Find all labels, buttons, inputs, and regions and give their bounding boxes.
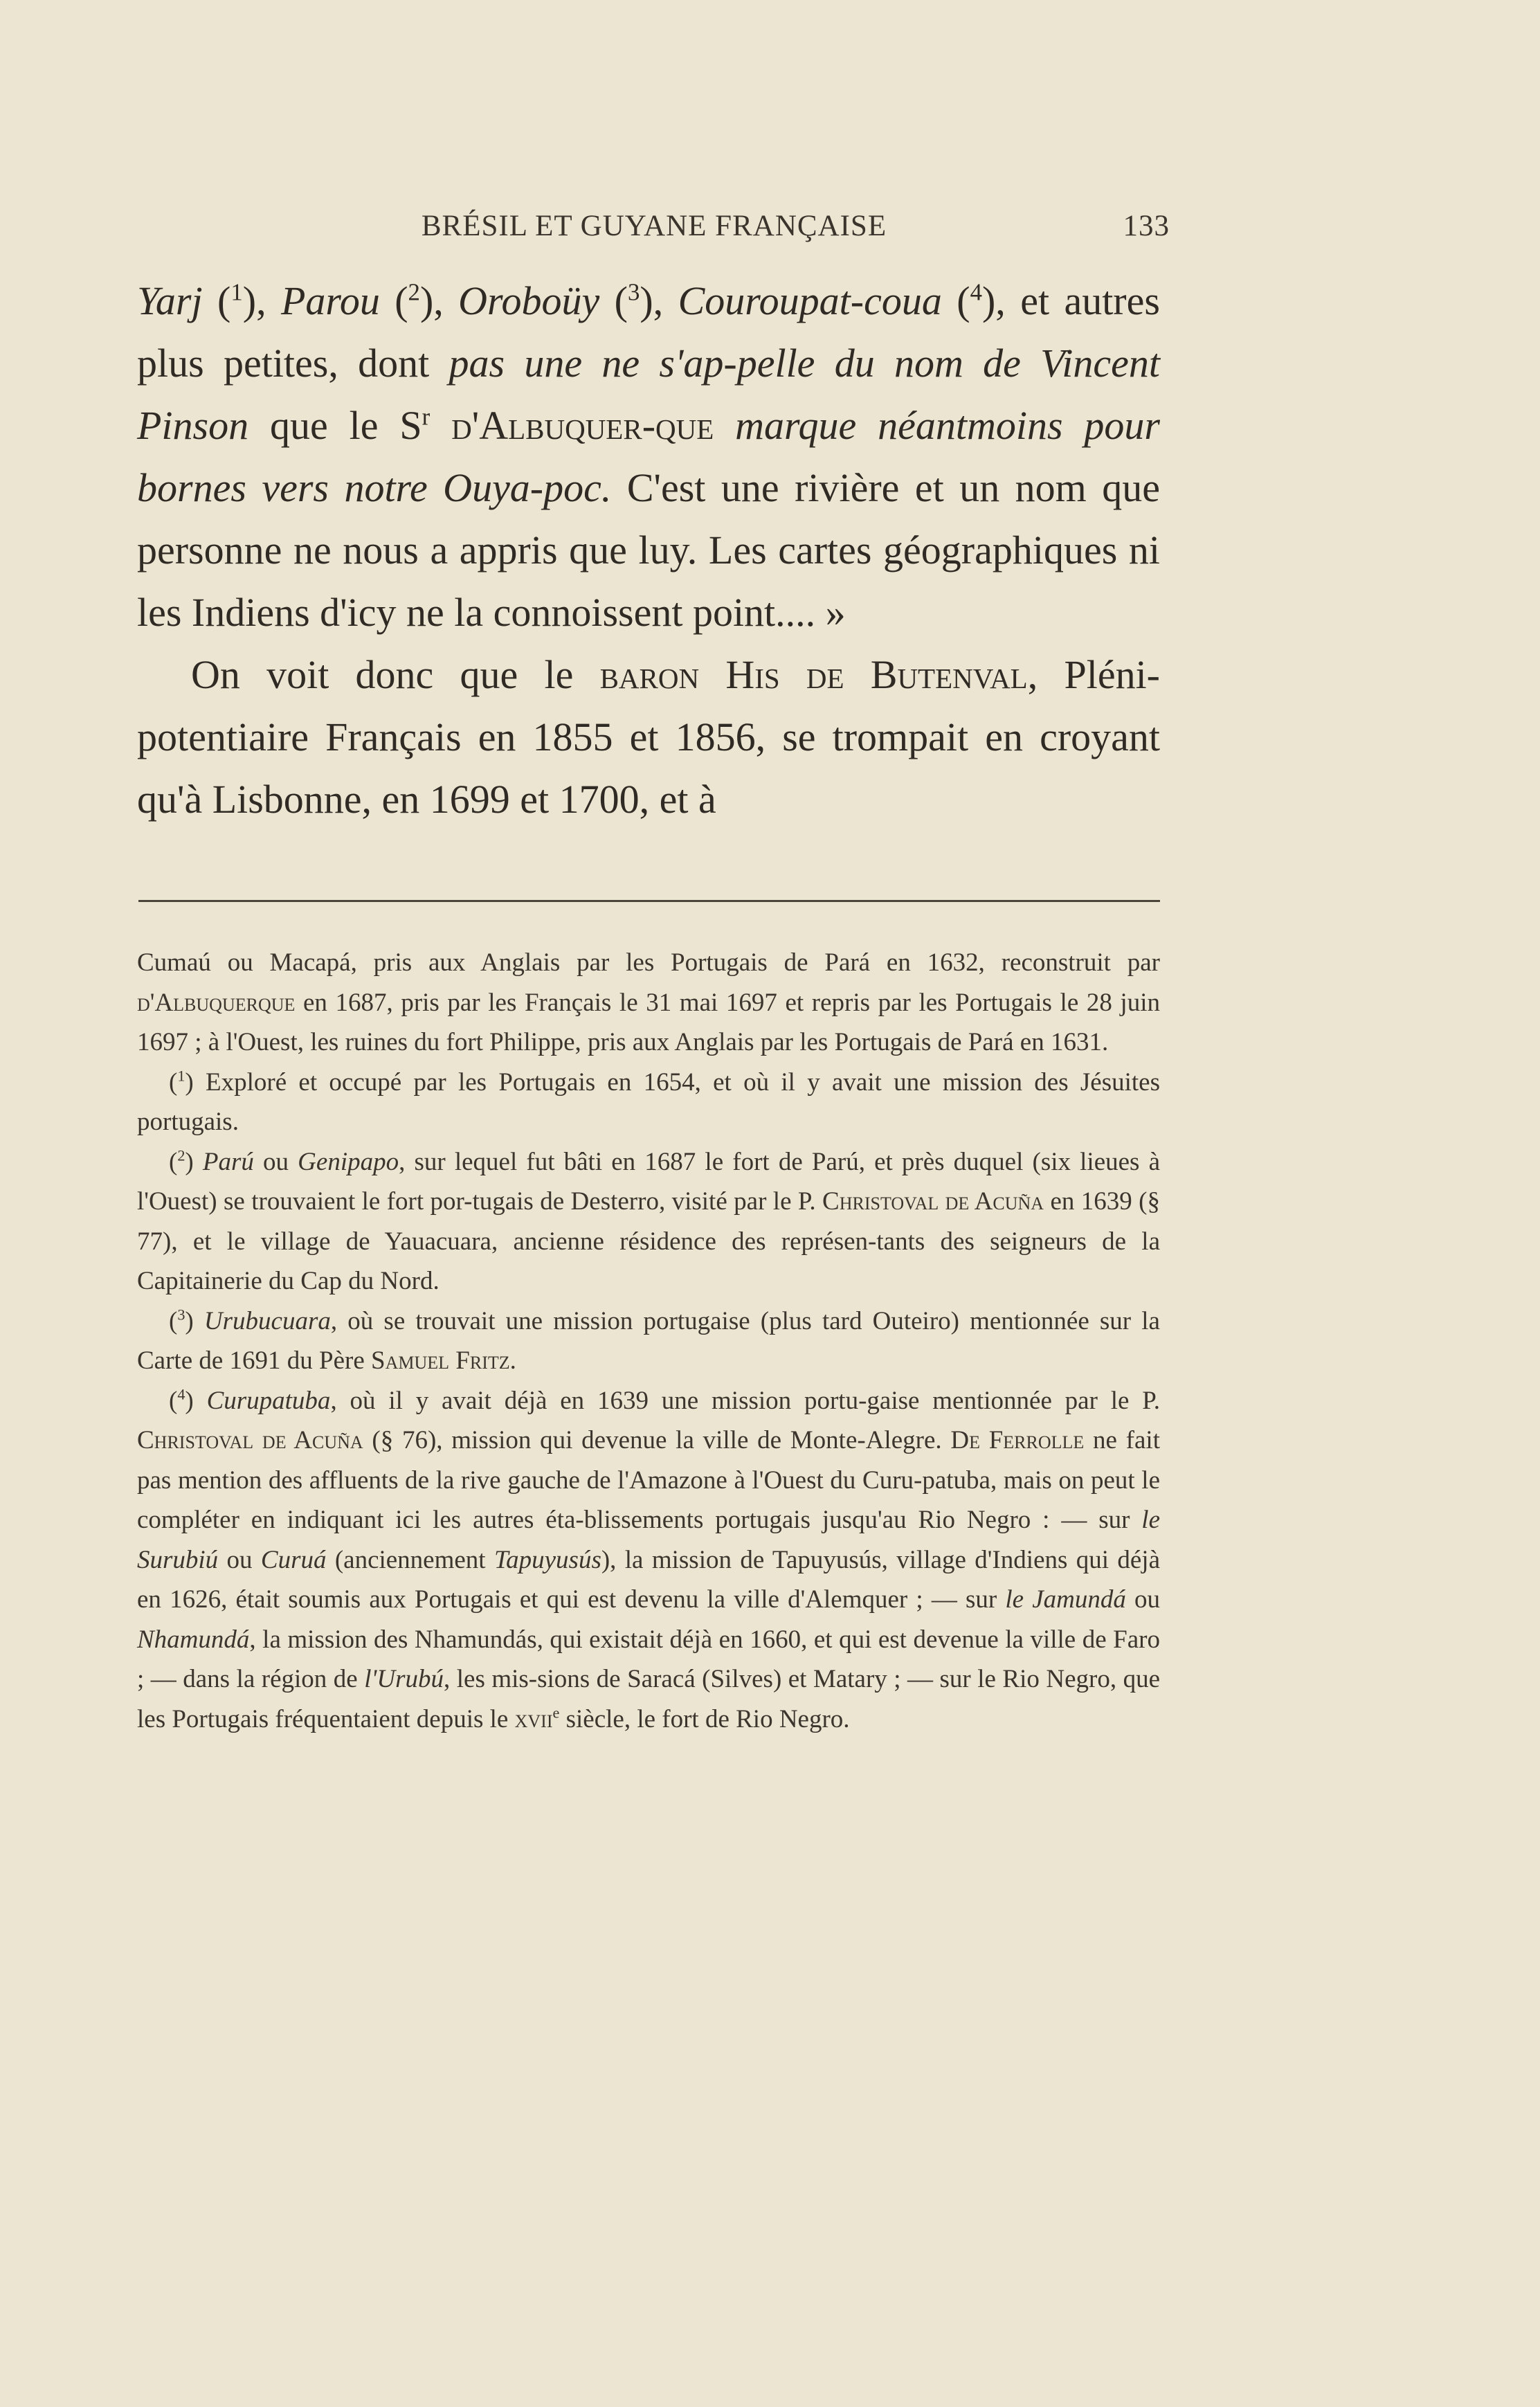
running-header — [138, 209, 1170, 245]
river-name: l'Urubú — [364, 1665, 444, 1693]
river-name: Couroupat-coua — [678, 278, 942, 323]
main-paragraph — [137, 644, 1160, 831]
running-title: BRÉSIL ET GUYANE FRANÇAISE — [421, 210, 887, 242]
river-name: Curupatuba — [206, 1386, 331, 1415]
footnote-marker: 2 — [177, 1146, 185, 1164]
person-name: Samuel Fritz — [371, 1346, 510, 1375]
page-number: 133 — [1123, 210, 1170, 242]
text-span: , sur lequel fut bâti en 1687 le fort de Parú, et près duquel (six lieues à l'Ouest) se trouvaient le fort por-tugais de Desterro, visité par le P. — [137, 1147, 1161, 1216]
footnote-1 — [137, 1063, 1160, 1142]
footnote-2 — [137, 1142, 1160, 1301]
main-paragraph — [137, 270, 1160, 644]
text-span: en 1687, pris par les Français le 31 mai 1697 et repris par les Portugais le 28 juin 1697 ; à l'Ouest, les ruines du fort Philippe, pris aux Anglais par les Portugais de Pará en 1631. — [137, 988, 1160, 1056]
river-name: Genipapo — [298, 1147, 399, 1176]
person-name: d'Albuquer-que — [451, 403, 714, 448]
footnote-ref: 1 — [230, 278, 243, 306]
text-span: C'est une rivière et un nom que personne ne nous a appris que luy. Les cartes géographiques ni les Indiens d'icy ne la connoissent point.... » — [137, 465, 1160, 635]
text-span: ), et autres plus petites, dont — [137, 278, 1160, 386]
text-span: ) — [185, 1386, 207, 1415]
footnote-4 — [137, 1381, 1160, 1740]
superscript: r — [422, 403, 431, 431]
text-span: ( — [379, 278, 408, 323]
text-span: , les mis-sions de Saracá (Silves) et Matary ; — sur le Rio Negro, que les Portugais fréquentaient depuis le — [137, 1665, 1160, 1733]
river-name: Oroboüy — [458, 278, 600, 323]
river-name: le Jamundá — [1005, 1585, 1126, 1614]
footnote-marker: 4 — [177, 1385, 185, 1403]
text-span: ) — [185, 1147, 203, 1176]
footnote-ref: 3 — [627, 278, 640, 306]
text-span: ( — [169, 1306, 178, 1335]
text-span: siècle, le fort de Rio Negro. — [559, 1704, 850, 1733]
footnote-continuation — [137, 943, 1160, 1063]
text-span: (§ 76), mission qui devenue la ville de Monte-Alegre. — [363, 1426, 951, 1454]
text-span: Cumaú ou Macapá, pris aux Anglais par les Portugais de Pará en 1632, reconstruit par — [137, 948, 1160, 977]
river-name: Parú — [202, 1147, 254, 1176]
person-name: baron His de Butenval — [599, 652, 1028, 697]
river-name: le Surubiú — [137, 1506, 1160, 1574]
river-name: Parou — [280, 278, 380, 323]
text-span: , Pléni-potentiaire Français en 1855 et 1856, se trompait en croyant qu'à Lisbonne, en 1699 et 1700, et à — [137, 652, 1160, 822]
footnote-marker: 1 — [177, 1067, 185, 1085]
main-text — [137, 270, 1160, 831]
text-span: ) Exploré et occupé par les Portugais en 1654, et où il y avait une mission des Jésuites portugais. — [137, 1067, 1160, 1136]
river-name: Tapuyusús — [493, 1545, 601, 1574]
river-name: Yarj — [137, 278, 203, 323]
text-span: en 1639 (§ 77), et le village de Yauacuara, ancienne résidence des représen-tants des seigneurs de la Capitainerie du Cap du Nord. — [137, 1187, 1160, 1295]
text-span — [430, 403, 451, 448]
text-span: , où se trouvait une mission portugaise (plus tard Outeiro) mentionnée sur la Carte de 1691 du Père — [137, 1306, 1160, 1375]
text-span: , où il y avait déjà en 1639 une mission portu-gaise mentionnée par le P. — [330, 1386, 1161, 1415]
footnote-3 — [137, 1301, 1160, 1381]
text-span: ou — [253, 1147, 298, 1176]
text-span: (anciennement — [326, 1545, 494, 1574]
superscript: e — [552, 1704, 560, 1722]
text-span: ( — [202, 278, 231, 323]
text-span: ), la mission de Tapuyusús, village d'Indiens qui déjà en 1626, était soumis aux Portugais et qui est devenu la ville d'Alemquer ; — sur — [137, 1545, 1160, 1614]
river-name: Nhamundá — [137, 1625, 250, 1654]
text-span — [714, 403, 735, 448]
person-name: Christoval de Acuña — [822, 1187, 1044, 1216]
person-name: De Ferrolle — [950, 1426, 1085, 1454]
italic-quote: marque néantmoins pour bornes vers notre Ouya-poc. — [137, 403, 1160, 510]
text-span: . — [509, 1346, 516, 1375]
text-span: ( — [169, 1067, 178, 1097]
italic-quote: pas une ne s'ap-pelle du nom de Vincent Pinson — [137, 341, 1160, 448]
text-span: ne fait pas mention des affluents de la rive gauche de l'Amazone à l'Ouest du Curu-patuba, mais on peut le compléter en indiquant ici les autres éta-blissements portugais jusqu'au Rio Negro : — sur — [137, 1426, 1160, 1534]
text-span: ), — [242, 278, 281, 323]
person-name: Christoval de Acuña — [137, 1426, 363, 1454]
text-span: ( — [599, 278, 628, 323]
text-span: , la mission des Nhamundás, qui existait déjà en 1660, et qui est devenue la ville de Faro ; — dans la région de — [137, 1625, 1160, 1693]
text-span: ou — [1125, 1585, 1160, 1614]
text-span: ou — [218, 1545, 261, 1574]
footnote-marker: 3 — [177, 1306, 185, 1324]
footnote-ref: 4 — [970, 278, 982, 306]
text-span: On voit donc que le — [191, 652, 600, 697]
text-span: ), — [640, 278, 678, 323]
text-span: ), — [419, 278, 459, 323]
footnote-separator — [138, 900, 1160, 902]
river-name: Curuá — [260, 1545, 327, 1574]
text-span: ( — [169, 1147, 178, 1176]
footnotes — [137, 943, 1160, 1739]
person-name: d'Albuquerque — [137, 988, 296, 1017]
text-span: que le S — [248, 403, 422, 448]
text-span: ) — [185, 1306, 204, 1335]
text-span: ( — [169, 1386, 178, 1415]
century-numeral: xvii — [514, 1704, 553, 1733]
river-name: Urubucuara — [203, 1306, 331, 1335]
text-span: ( — [941, 278, 970, 323]
footnote-ref: 2 — [408, 278, 420, 306]
